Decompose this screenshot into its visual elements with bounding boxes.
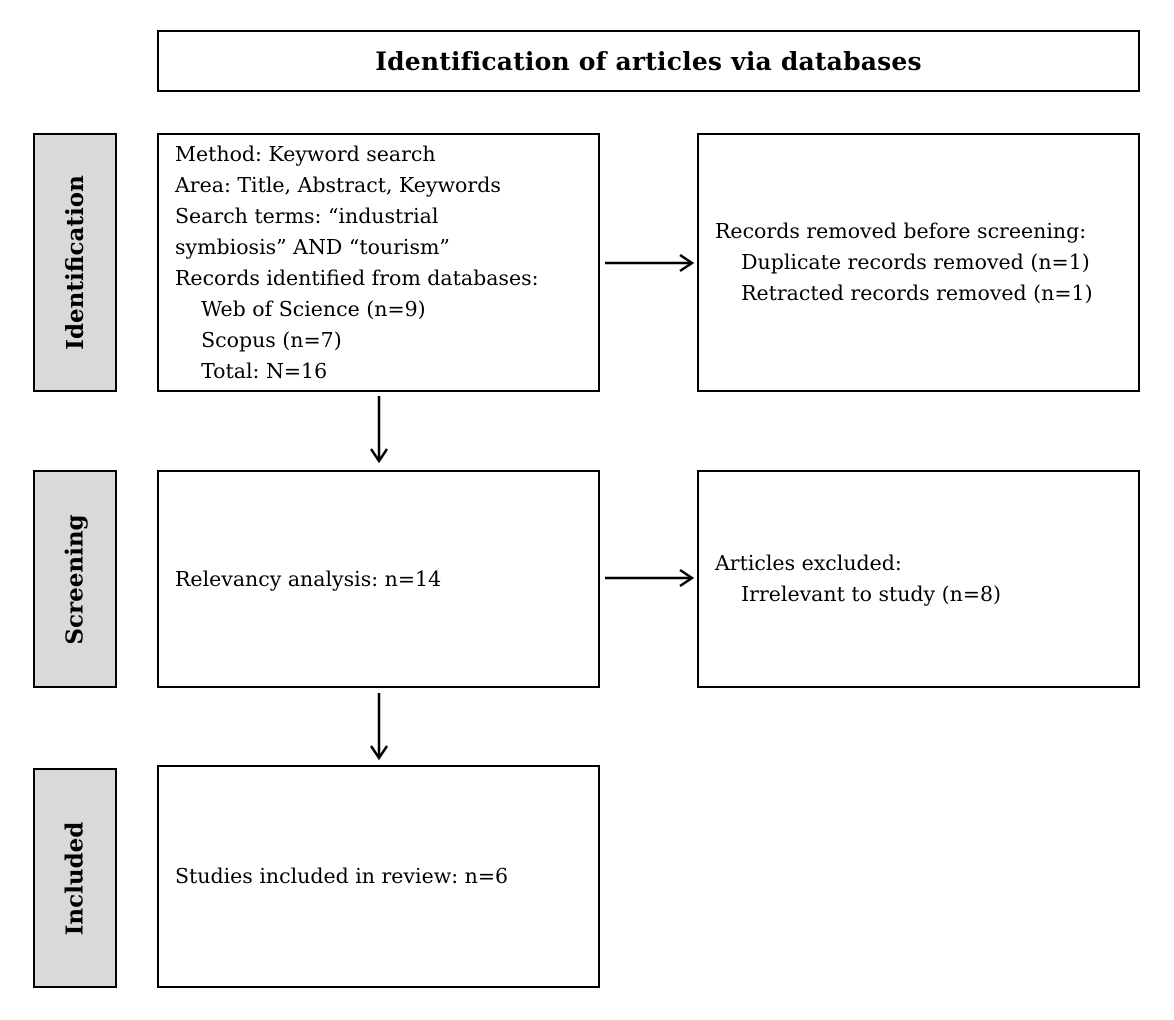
arrow-identification-to-screening	[368, 395, 390, 465]
stage-box-identification	[33, 133, 117, 392]
studies-included-box	[157, 765, 600, 988]
identification-line: symbiosis” AND “tourism”	[175, 234, 450, 259]
arrow-identification-to-removed	[604, 252, 696, 274]
arrow-screening-to-included	[368, 692, 390, 762]
identification-line: Total: N=16	[175, 358, 328, 383]
studies-included-line: Studies included in review: n=6	[175, 864, 509, 888]
stage-box-included	[33, 768, 117, 988]
title-box	[157, 30, 1140, 92]
identification-records-box	[157, 133, 600, 392]
stage-box-screening	[33, 470, 117, 688]
records-removed-line: Records removed before screening:	[715, 219, 1087, 243]
relevancy-analysis-box	[157, 470, 600, 688]
stage-label-identification: Identification	[61, 175, 89, 350]
stage-label-included: Included	[61, 821, 89, 935]
relevancy-analysis-line: Relevancy analysis: n=14	[175, 566, 442, 591]
diagram-title: Identification of articles via databases	[375, 46, 922, 76]
identification-line: Search terms: “industrial	[175, 203, 439, 228]
articles-excluded-box	[697, 470, 1140, 688]
stage-label-screening: Screening	[61, 513, 89, 645]
identification-line: Web of Science (n=9)	[175, 296, 426, 321]
identification-line: Area: Title, Abstract, Keywords	[175, 172, 501, 197]
records-removed-line: Duplicate records removed (n=1)	[715, 250, 1090, 274]
identification-line: Method: Keyword search	[175, 141, 436, 166]
records-removed-line: Retracted records removed (n=1)	[715, 281, 1093, 305]
articles-excluded-line: Irrelevant to study (n=8)	[715, 582, 1002, 606]
records-removed-box	[697, 133, 1140, 392]
articles-excluded-line: Articles excluded:	[715, 551, 902, 575]
identification-line: Records identified from databases:	[175, 265, 539, 290]
identification-line: Scopus (n=7)	[175, 327, 342, 352]
arrow-screening-to-excluded	[604, 567, 696, 589]
